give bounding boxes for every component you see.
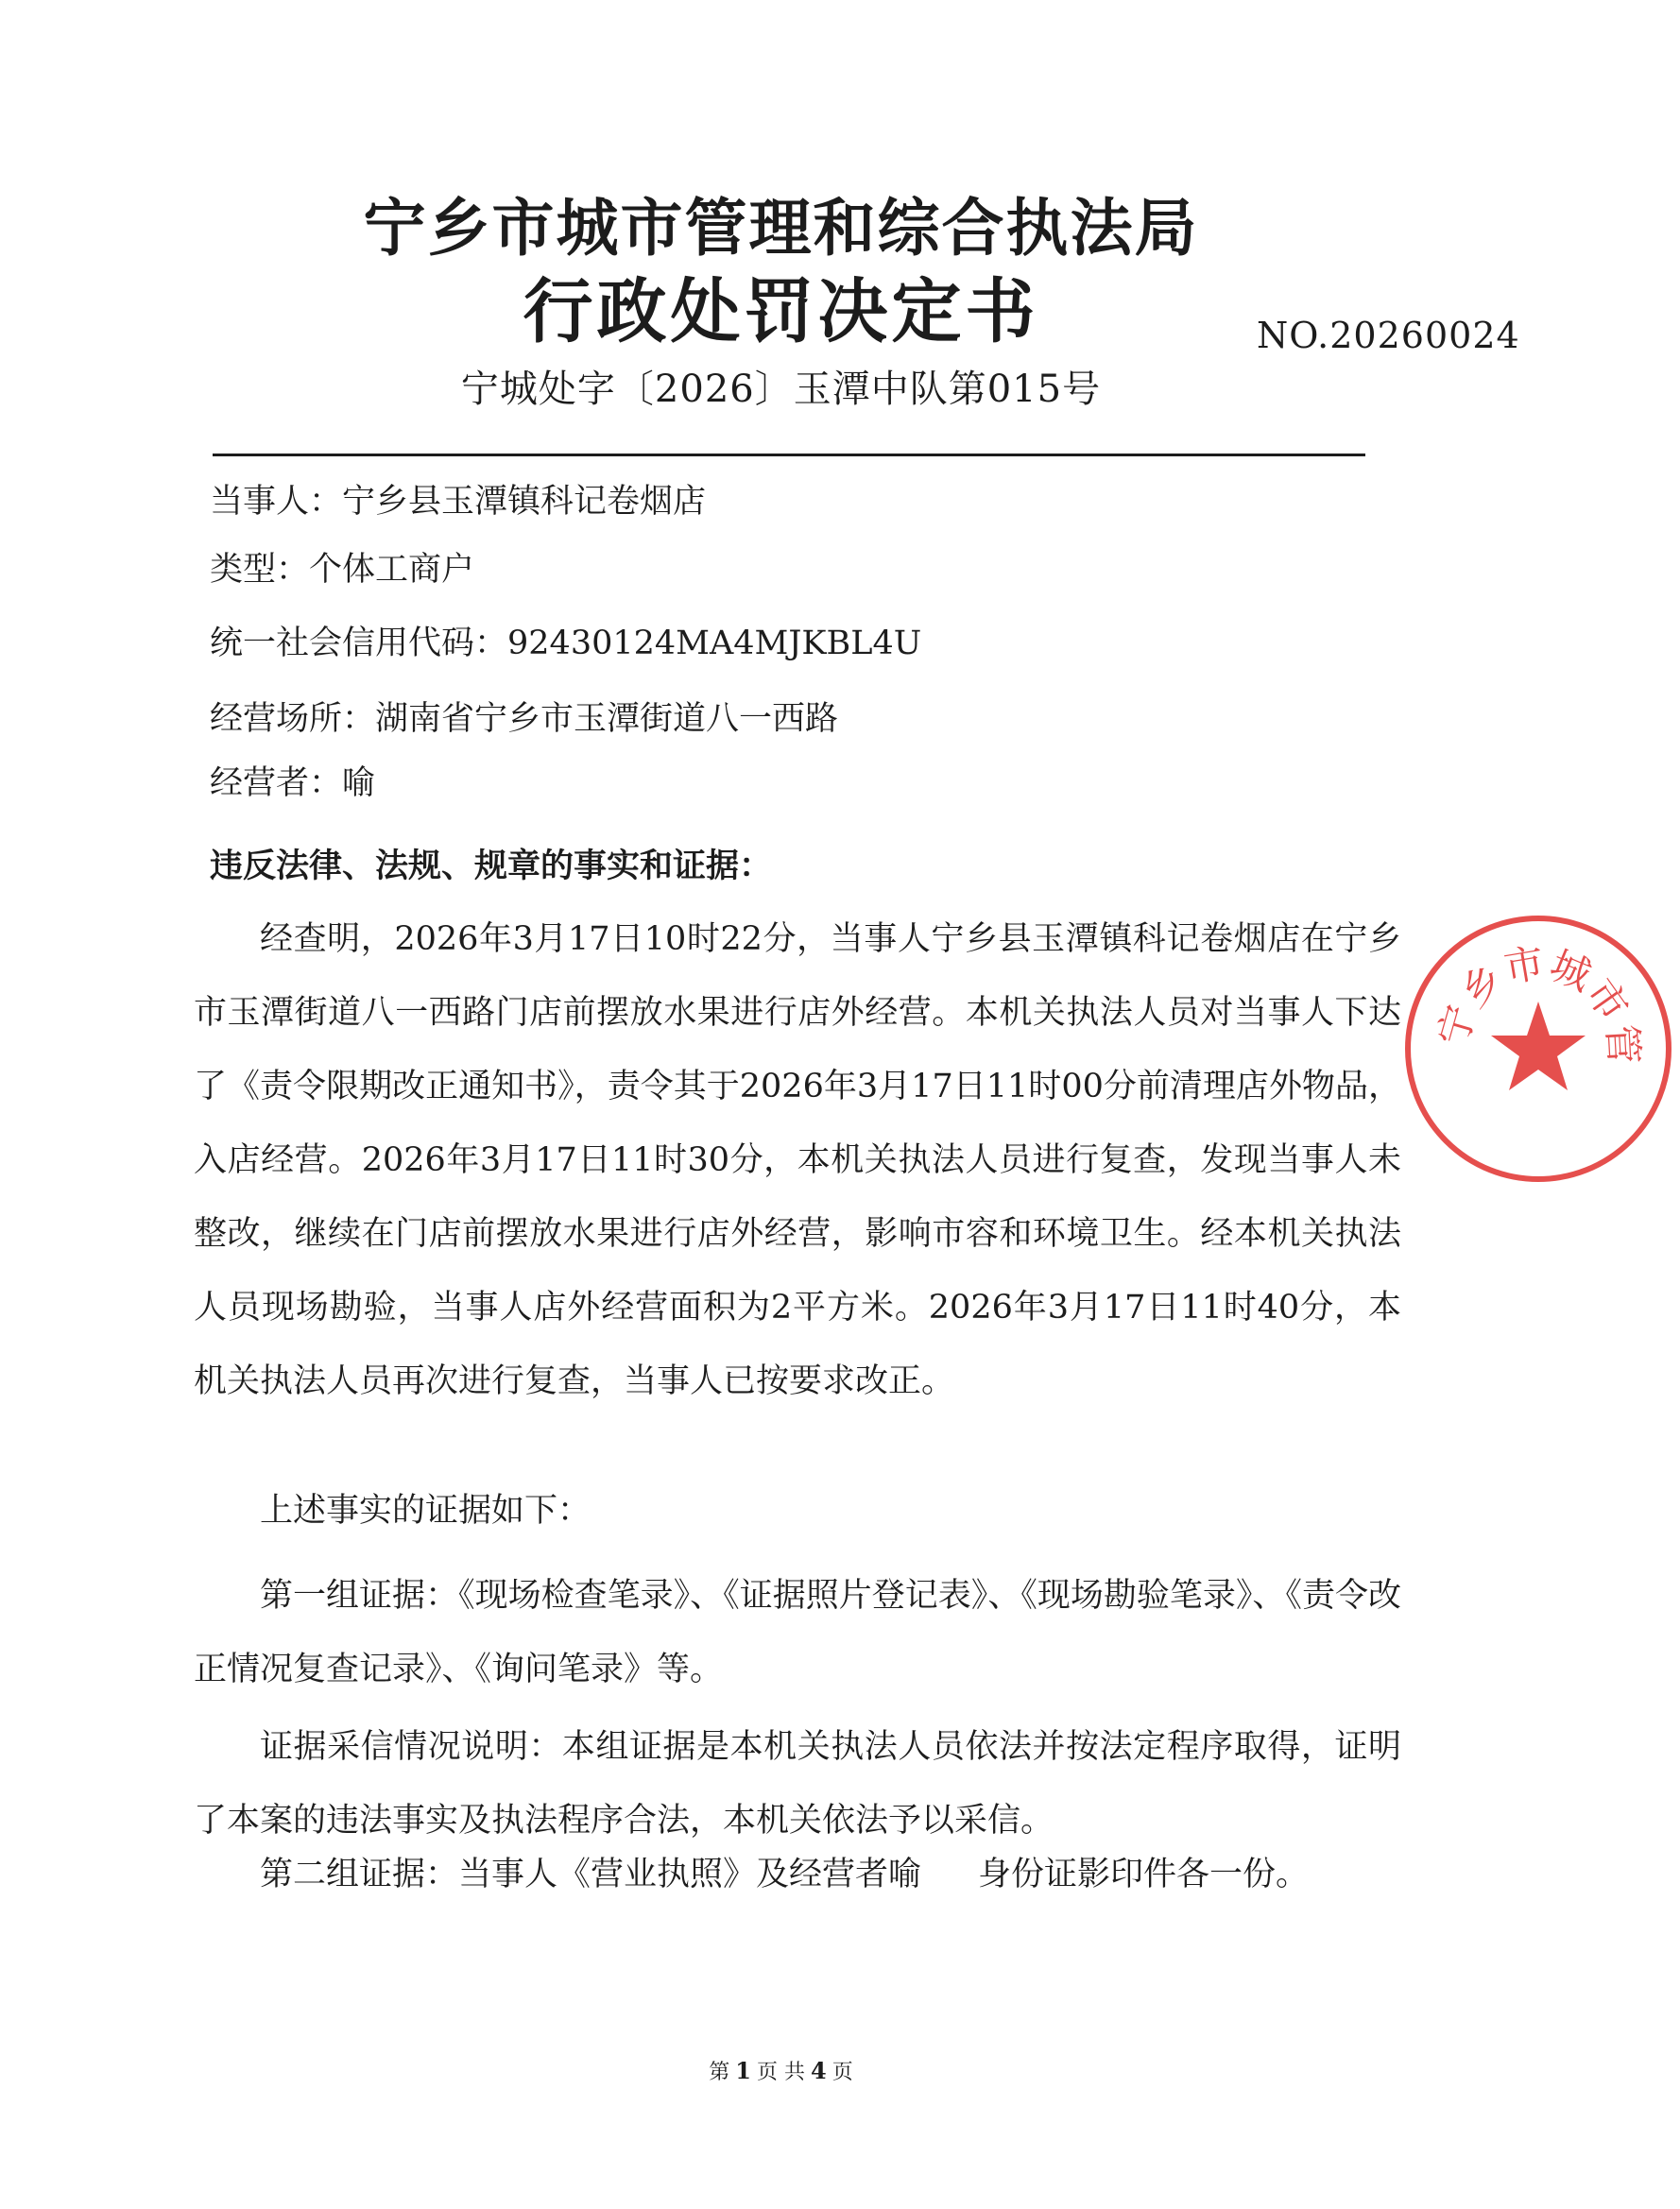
case-number: 宁城处字〔2026〕玉潭中队第015号 (460, 368, 1102, 411)
business-place-row (210, 699, 838, 739)
page-footer (0, 2057, 1562, 2084)
evidence-intro: 上述事实的证据如下： (260, 1492, 591, 1530)
operator-value: 喻 (342, 764, 376, 802)
redacted-name (375, 772, 466, 798)
party-type-label: 类型： (210, 551, 310, 589)
evidence-group-1: 第一组证据：《现场检查笔录》、《证据照片登记表》、《现场勘验笔录》、《责令改正情况复查记录》、《询问笔录》等。 (194, 1577, 1401, 1688)
footer-middle: 页 共 (757, 2061, 805, 2084)
party-type-row (210, 550, 474, 590)
violation-heading: 违反法律、法规、规章的事实和证据： (210, 847, 773, 885)
document-title: 行政处罚决定书 (523, 271, 1039, 352)
footer-prefix: 第 (709, 2061, 730, 2084)
credit-code-value: 92430124MA4MJKBL4U (507, 625, 922, 662)
operator-label: 经营者： (210, 764, 343, 802)
current-page-number: 1 (735, 2057, 751, 2084)
evidence-credibility-note: 证据采信情况说明：本组证据是本机关执法人员依法并按法定程序取得，证明了本案的违法事实及执法程序合法，本机关依法予以采信。 (194, 1728, 1401, 1840)
header-divider (213, 454, 1365, 456)
agency-title: 宁乡市城市管理和综合执法局 (363, 191, 1199, 265)
business-place-value: 湖南省宁乡市玉潭街道八一西路 (375, 700, 839, 738)
document-number: NO.20260024 (1257, 315, 1520, 356)
official-seal-icon (1397, 907, 1680, 1190)
evidence-group-2-text-b: 身份证影印件各一份。 (978, 1856, 1310, 1893)
business-place-label: 经营场所： (210, 700, 376, 738)
operator-row (210, 763, 466, 803)
party-type-value: 个体工商户 (309, 551, 475, 589)
seal-text: 宁乡市城市管 (1429, 939, 1647, 1066)
total-pages-number: 4 (811, 2057, 827, 2084)
footer-suffix: 页 (831, 2061, 853, 2084)
evidence-group-2 (194, 1838, 1401, 1911)
party-name-value: 宁乡县玉潭镇科记卷烟店 (342, 483, 707, 521)
redacted-name-2 (921, 1863, 978, 1890)
credit-code-label: 统一社会信用代码： (210, 625, 508, 662)
credit-code-row (210, 624, 921, 663)
evidence-group-2-text-a: 第二组证据：当事人《营业执照》及经营者喻 (260, 1856, 922, 1893)
facts-paragraph: 经查明，2026年3月17日10时22分，当事人宁乡县玉潭镇科记卷烟店在宁乡市玉潭街道八一西路门店前摆放水果进行店外经营。本机关执法人员对当事人下达了《责令限期改正通知书》，责令其于2026年3月17日11时00分前清理店外物品，入店经营。2026年3月17日11时30分，本机关执法人员进行复查，发现当事人未整改，继续在门店前摆放水果进行店外经营，影响市容和环境卫生。经本机关执法人员现场勘验，当事人店外经营面积为2平方米。2026年3月17日11时40分，本机关执法人员再次进行复查，当事人已按要求改正。 (194, 920, 1401, 1400)
party-name-label: 当事人： (210, 483, 343, 521)
party-name-row (210, 482, 706, 522)
